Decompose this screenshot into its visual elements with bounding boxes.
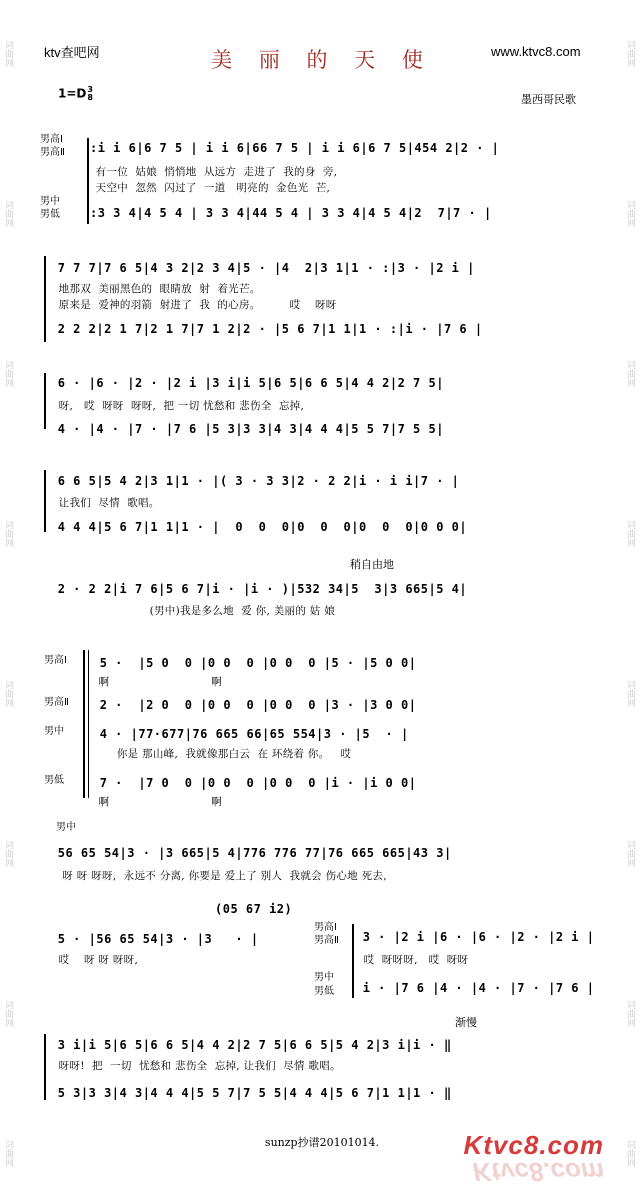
site-logo-reflection: Ktvc8.com [472,1157,604,1187]
song-credit: 墨西哥民歌 [521,93,576,106]
watermark-text: 词曲网 [625,1000,635,1027]
system-brace-inner [88,650,89,798]
lyric-line: 呀, 哎 呀呀 呀呀, 把 一切 忧愁和 悲伤全 忘掉, [55,400,305,412]
score-line-upper: 7 7 7|7 6 5|4 3 2|2 3 4|5 · |4 2|3 1|1 · :|3 · |2 i | [50,261,475,275]
system-brace [44,256,46,342]
lyric-line: 呀 呀 呀呀, 永远不 分离, 你要是 爱上了 别人 我就会 伤心地 死去, [55,870,387,882]
lyric-line: 让我们 尽情 歌唱。 [55,497,160,509]
watermark-text: 词曲网 [3,1000,13,1027]
part-label-baritone: 男中 [40,196,60,207]
score-line-tenor2: 2 · |2 0 0 |0 0 0 |0 0 0 |3 · |3 0 0| [92,698,417,712]
lyric-line: (男中)我是多么地 爱 你, 美丽的 姑 娘 [55,605,336,617]
watermark-text: 词曲网 [625,840,635,867]
part-label-baritone: 男中 [44,726,64,737]
watermark-text: 词曲网 [625,520,635,547]
site-name-left: ktv查吧网 [44,45,100,60]
part-label-tenor1: 男高Ⅰ [44,655,67,666]
system-brace [44,470,46,532]
part-label-bass: 男低 [40,209,60,220]
lyric-line: 你是 那山峰, 我就像那白云 在 环绕着 你。 哎 [95,748,352,760]
lyric-line: 哎 呀 呀 呀呀, [55,954,139,966]
score-line-baritone: 4 · |77·677|76 665 66|65 554|3 · |5 · | [92,727,409,741]
score-line-tenor1: 5 · |5 0 0 |0 0 0 |0 0 0 |5 · |5 0 0| [92,656,417,670]
score-line-upper: 56 65 54|3 · |3 665|5 4|776 776 77|76 665 665|43 3| [50,846,452,860]
site-url-right: www.ktvc8.com [491,44,581,59]
lyric-line: 哎 呀呀呀, 哎 呀呀 [360,954,469,966]
lyric-line: 天空中 忽然 闪过了 一道 明亮的 金色光 芒, [92,182,331,194]
key-signature [58,86,93,102]
score-line-bass: 7 · |7 0 0 |0 0 0 |0 0 0 |i · |i 0 0| [92,776,417,790]
lyric-line: 原来是 爱神的羽箭 射进了 我 的心房。 哎 呀呀 [55,299,337,311]
time-top: 3 [87,85,93,94]
song-title: 美 丽 的 天 使 [211,48,433,72]
watermark-right [622,0,644,1195]
tempo-marking: 稍自由地 [350,558,394,571]
watermark-text: 词曲网 [3,360,13,387]
watermark-text: 词曲网 [625,200,635,227]
score-line-lower: 5 3|3 3|4 3|4 4 4|5 5 7|7 5 5|4 4 4|5 6 7|1 1|1 · ‖ [50,1086,452,1100]
watermark-text: 词曲网 [625,360,635,387]
score-line-upper: 6 6 5|5 4 2|3 1|1 · |( 3 · 3 3|2 · 2 2|i · i i|7 · | [50,474,460,488]
score-line-lower: :3 3 4|4 5 4 | 3 3 4|44 5 4 | 3 3 4|4 5 4|2 7|7 · | [90,206,492,220]
part-label-tenor2: 男高Ⅱ [40,147,65,158]
part-label-tenor1: 男高Ⅰ [40,134,63,145]
watermark-text: 词曲网 [3,1140,13,1167]
site-logo: Ktvc8.com [463,1130,604,1160]
watermark-text: 词曲网 [3,40,13,67]
system-brace [44,1034,46,1100]
time-bottom: 8 [87,93,93,102]
part-label-bass: 男低 [314,986,334,997]
score-line-lower: 2 2 2|2 1 7|2 1 7|7 1 2|2 · |5 6 7|1 1|1 · :|i · |7 6 | [50,322,483,336]
part-label-baritone: 男中 [56,822,76,833]
part-label-tenor1: 男高Ⅰ [314,922,337,933]
lyric-line: 地那双 美丽黑色的 眼睛放 射 着光芒。 [55,283,261,295]
part-label-tenor2: 男高Ⅱ [314,935,339,946]
score-line-upper: 5 · |56 65 54|3 · |3 · | [50,932,259,946]
watermark-text: 词曲网 [625,1140,635,1167]
key-prefix: 1=D [58,86,87,101]
lyric-line: 啊 啊 [95,796,223,808]
transcriber-footer: sunzp抄谱20101014. [264,1136,380,1149]
lyric-line: 有一位 姑娘 悄悄地 从远方 走进了 我的身 旁, [92,166,338,178]
lyric-line: 呀呀! 把 一切 忧愁和 悲伤全 忘掉, 让我们 尽情 歌唱。 [55,1060,341,1072]
system-brace [83,650,85,798]
part-label-baritone: 男中 [314,972,334,983]
score-line-upper: :i i 6|6 7 5 | i i 6|66 7 5 | i i 6|6 7 5|454 2|2 · | [90,141,500,155]
part-label-tenor2: 男高Ⅱ [44,697,69,708]
watermark-text: 词曲网 [625,680,635,707]
score-line-pickup: (05 67 i2) [215,902,293,916]
watermark-text: 词曲网 [3,200,13,227]
score-line-upper: 2 · 2 2|i 7 6|5 6 7|i · |i · )|532 34|5 3|3 665|5 4| [50,582,468,596]
score-line-lower-right: i · |7 6 |4 · |4 · |7 · |7 6 | [355,981,595,995]
score-line-lower: 4 4 4|5 6 7|1 1|1 · | 0 0 0|0 0 0|0 0 0|0 0 0| [50,520,468,534]
score-line-lower: 4 · |4 · |7 · |7 6 |5 3|3 3|4 3|4 4 4|5 5 7|7 5 5| [50,422,444,436]
watermark-text: 词曲网 [3,840,13,867]
tempo-marking: 渐慢 [455,1016,477,1029]
score-line-upper: 6 · |6 · |2 · |2 i |3 i|i 5|6 5|6 6 5|4 4 2|2 7 5| [50,376,444,390]
score-line-upper: 3 i|i 5|6 5|6 6 5|4 4 2|2 7 5|6 6 5|5 4 2|3 i|i · ‖ [50,1038,452,1052]
part-label-bass: 男低 [44,775,64,786]
lyric-line: 啊 啊 [95,676,223,688]
watermark-text: 词曲网 [625,40,635,67]
system-brace [44,373,46,429]
time-signature [87,86,93,102]
score-line-upper-right: 3 · |2 i |6 · |6 · |2 · |2 i | [355,930,595,944]
watermark-text: 词曲网 [3,680,13,707]
watermark-left [0,0,22,1195]
system-brace [352,924,354,998]
system-brace [87,138,89,224]
watermark-text: 词曲网 [3,520,13,547]
